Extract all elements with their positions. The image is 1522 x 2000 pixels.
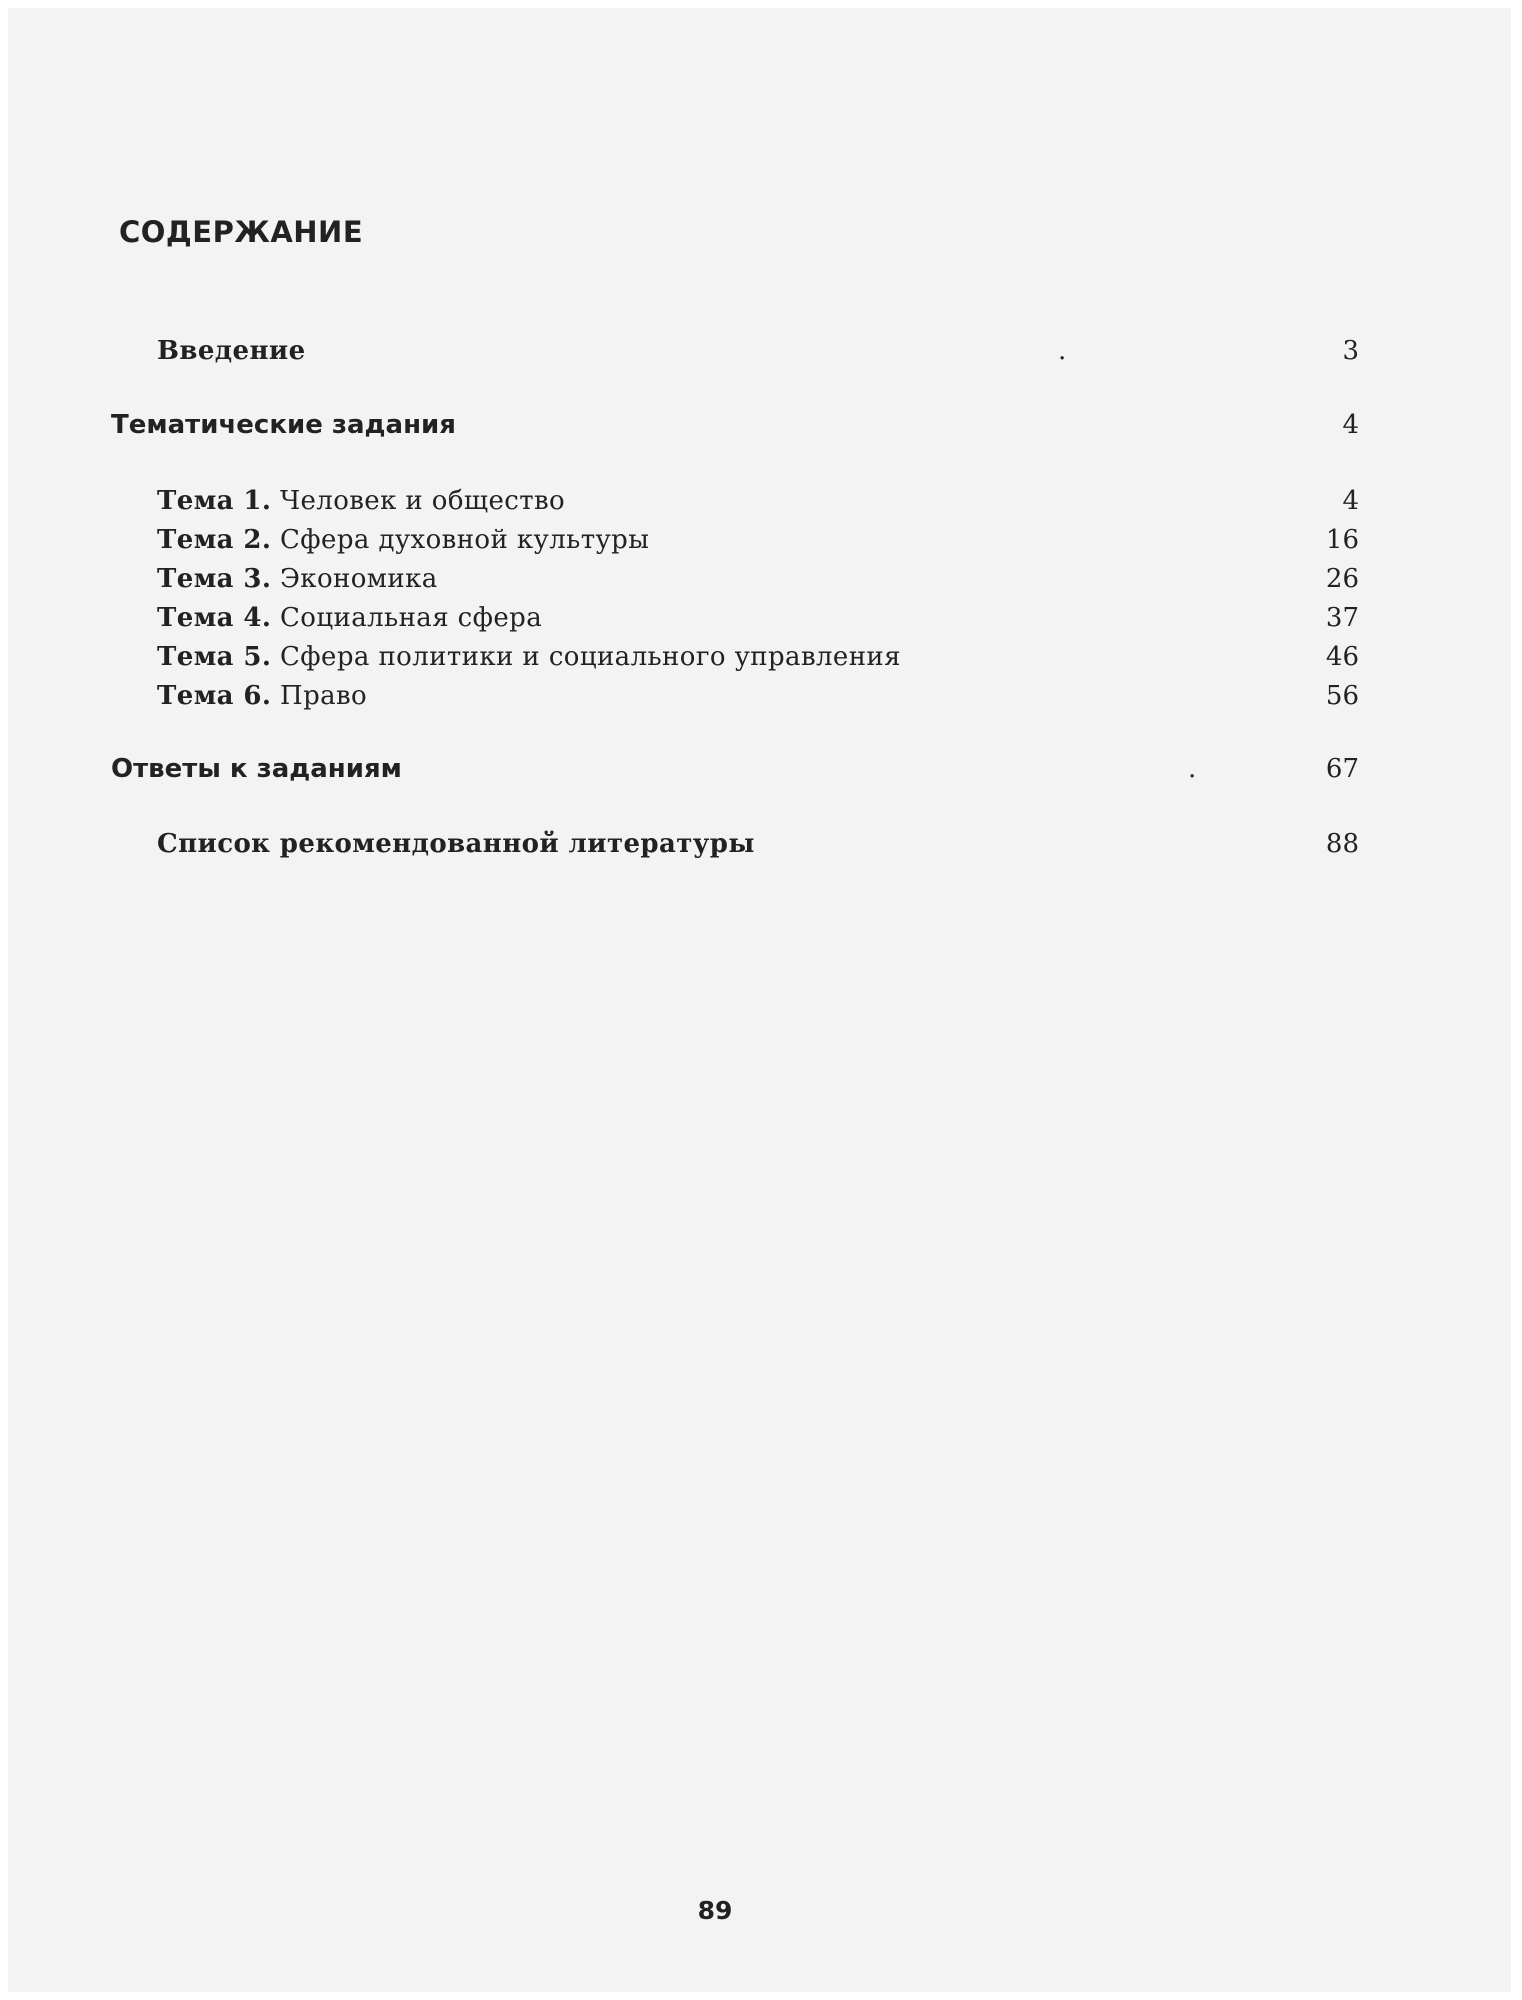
toc-entry-page: 16 (1325, 525, 1359, 555)
toc-entry-introduction (0, 336, 1522, 376)
topic-title: Сфера политики и социального управления (280, 642, 901, 672)
toc-entry-page: 37 (1325, 603, 1359, 633)
toc-entry-page: 67 (1325, 754, 1359, 784)
topic-prefix: Тема 1. (157, 486, 272, 516)
toc-entry-page: 4 (1342, 410, 1359, 440)
toc-entry-label (157, 642, 901, 672)
topic-prefix: Тема 4. (157, 603, 272, 633)
topic-prefix: Тема 5. (157, 642, 272, 672)
toc-entry-topic-2 (0, 525, 1522, 565)
page-number: 89 (697, 1896, 733, 1925)
toc-entry-label (157, 564, 438, 594)
leader-dot: . (1188, 754, 1197, 784)
toc-entry-page: 88 (1325, 829, 1359, 859)
topic-title: Человек и общество (280, 486, 566, 516)
toc-entry-thematic (0, 410, 1522, 450)
topic-prefix: Тема 3. (157, 564, 272, 594)
toc-entry-label: Список рекомендованной литературы (157, 829, 755, 859)
toc-entry-label: Тематические задания (111, 410, 456, 440)
topic-prefix: Тема 6. (157, 681, 272, 711)
topic-title: Право (280, 681, 368, 711)
toc-entry-topic-1 (0, 486, 1522, 526)
toc-entry-page: 26 (1325, 564, 1359, 594)
toc-entry-topic-4 (0, 603, 1522, 643)
toc-entry-label (157, 681, 367, 711)
toc-entry-page: 4 (1342, 486, 1359, 516)
toc-entry-label (157, 486, 565, 516)
toc-entry-page: 56 (1325, 681, 1359, 711)
toc-entry-topic-6 (0, 681, 1522, 721)
toc-entry-label: Введение (157, 336, 306, 366)
toc-entry-label (157, 603, 542, 633)
toc-entry-topic-3 (0, 564, 1522, 604)
page-sheet (8, 8, 1511, 1992)
toc-entry-page: 46 (1325, 642, 1359, 672)
leader-dot: . (1058, 336, 1067, 366)
topic-title: Экономика (280, 564, 438, 594)
topic-title: Социальная сфера (280, 603, 543, 633)
topic-title: Сфера духовной культуры (280, 525, 650, 555)
toc-entry-topic-5 (0, 642, 1522, 682)
toc-entry-answers (0, 754, 1522, 794)
toc-entry-page: 3 (1342, 336, 1359, 366)
toc-entry-label: Ответы к заданиям (111, 754, 402, 784)
toc-entry-label (157, 525, 649, 555)
toc-entry-literature (0, 829, 1522, 869)
topic-prefix: Тема 2. (157, 525, 272, 555)
toc-heading: СОДЕРЖАНИЕ (119, 215, 364, 249)
